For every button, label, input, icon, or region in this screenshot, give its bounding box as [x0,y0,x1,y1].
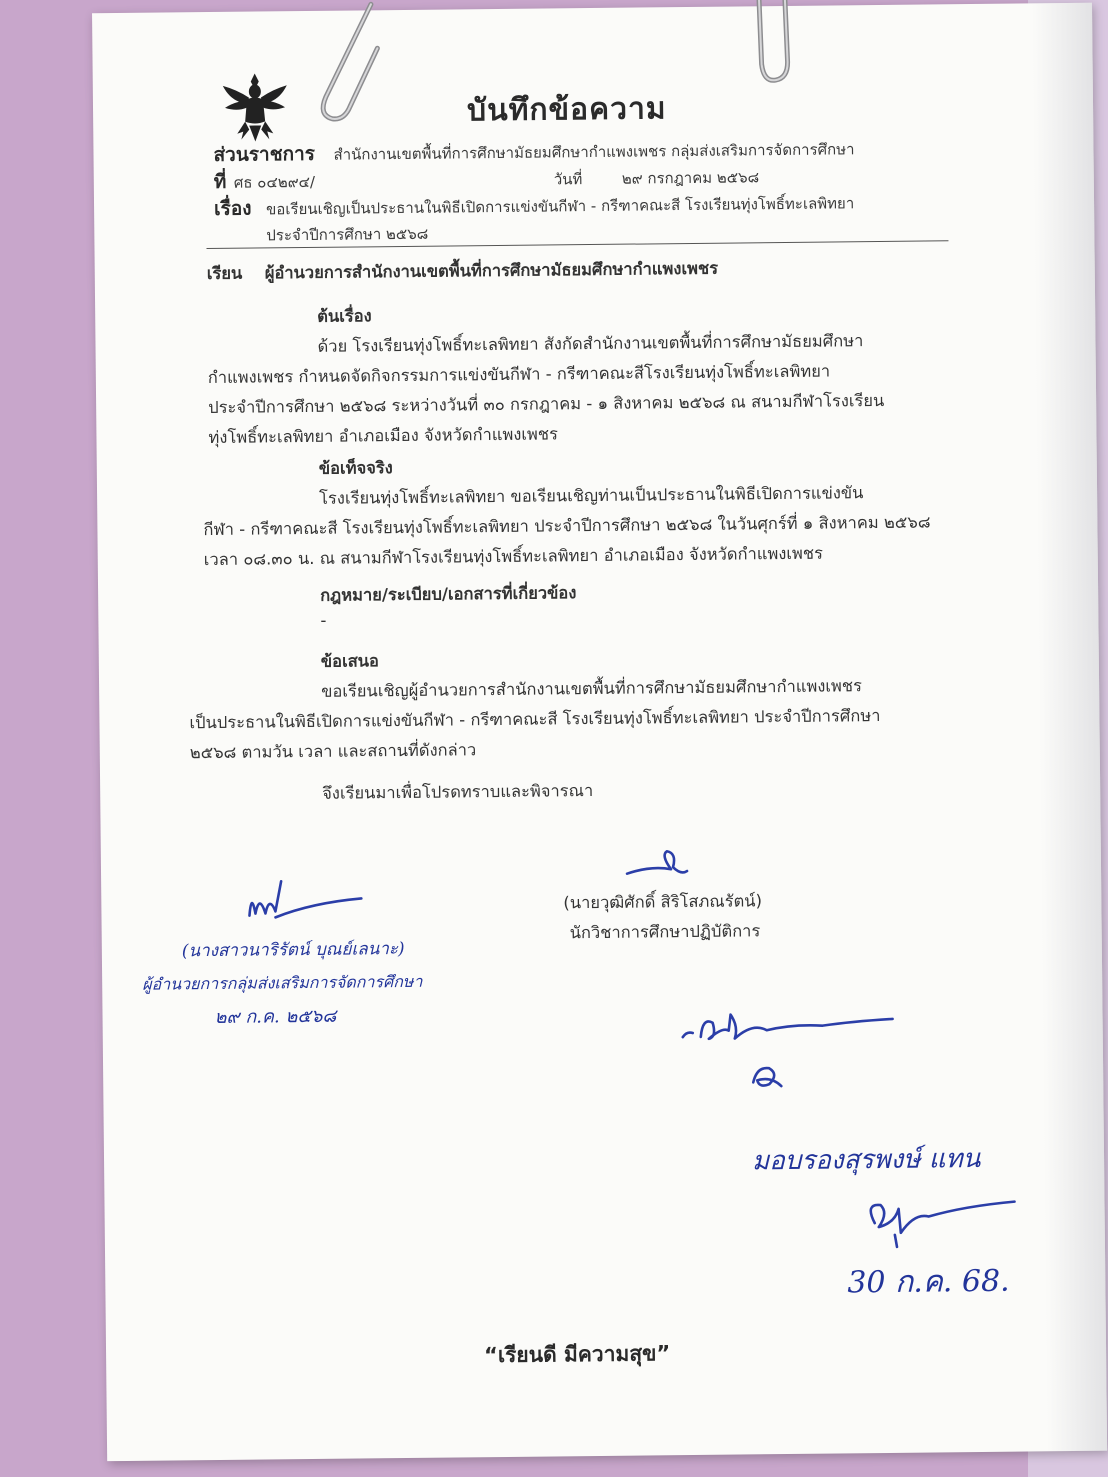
officer-signature-icon [621,845,691,886]
director-signature-icon [854,1181,1035,1253]
agency-label: ส่วนราชการ [213,142,316,166]
group-head-date: ๒๙ ก.ค. ๒๕๖๘ [214,1005,337,1029]
director-handwriting-icon [672,995,913,1108]
paper-clip-left [307,0,388,127]
to-label: เรียน [206,263,243,284]
background-heading: ต้นเรื่อง [317,306,372,326]
group-head-signature-icon [241,872,382,943]
proposal-line-3: ๒๕๖๘ ตามวัน เวลา และสถานที่ดังกล่าว [189,740,477,763]
subject-line-2: ประจำปีการศึกษา ๒๕๖๘ [266,224,429,245]
date-value: ๒๙ กรกฎาคม ๒๕๖๘ [621,168,760,188]
facts-heading: ข้อเท็จจริง [318,458,393,478]
to-value: ผู้อำนวยการสำนักงานเขตพื้นที่การศึกษามัธยมศึกษากำแพงเพชร [264,258,719,283]
paper-clip-right [747,0,808,92]
memo-paper [92,3,1107,1461]
proposal-heading: ข้อเสนอ [320,651,380,671]
garuda-emblem-icon [217,67,294,146]
facts-line-3: เวลา ๐๘.๓๐ น. ณ สนามกีฬาโรงเรียนทุ่งโพธิ์ทะเลพิทยา อำเภอเมือง จังหวัดกำแพงเพชร [203,543,824,570]
background-line-2: กำแพงเพชร กำหนดจัดกิจกรรมการแข่งขันกีฬา - กรีฑาคณะสีโรงเรียนทุ่งโพธิ์ทะเลพิทยา [207,361,831,388]
background-line-4: ทุ่งโพธิ์ทะเลพิทยา อำเภอเมือง จังหวัดกำแพงเพชร [208,424,559,448]
law-heading: กฎหมาย/ระเบียบ/เอกสารที่เกี่ยวข้อง [320,583,577,605]
group-head-name: (นางสาวนาริรัตน์ บุณย์เลนาะ) [181,939,405,962]
subject-label: เรื่อง [213,197,252,220]
proposal-line-1: ขอเรียนเชิญผู้อำนวยการสำนักงานเขตพื้นที่การศึกษามัธยมศึกษากำแพงเพชร [321,676,863,701]
agency-value: สำนักงานเขตพื้นที่การศึกษามัธยมศึกษากำแพงเพชร กลุ่มส่งเสริมการจัดการศึกษา [333,140,855,164]
background-line-1: ด้วย โรงเรียนทุ่งโพธิ์ทะเลพิทยา สังกัดสำนักงานเขตพื้นที่การศึกษามัธยมศึกษา [317,331,864,356]
facts-line-1: โรงเรียนทุ่งโพธิ์ทะเลพิทยา ขอเรียนเชิญท่านเป็นประธานในพิธีเปิดการแข่งขัน [319,483,864,508]
officer-position: นักวิชาการศึกษาปฏิบัติการ [569,921,761,943]
director-note: มอบรองสุรพงษ์ แทน [751,1143,981,1177]
subject-line-1: ขอเรียนเชิญเป็นประธานในพิธีเปิดการแข่งขันกีฬา - กรีฑาคณะสี โรงเรียนทุ่งโพธิ์ทะเลพิทยา [265,194,855,219]
memo-title: บันทึกข้อความ [466,91,667,129]
closing-text: จึงเรียนมาเพื่อโปรดทราบและพิจารณา [322,781,594,803]
ref-value: ศธ ๐๔๒๙๔/ [233,172,316,192]
date-label: วันที่ [553,170,583,189]
background-line-3: ประจำปีการศึกษา ๒๕๖๘ ระหว่างวันที่ ๓๐ กรกฎาคม - ๑ สิงหาคม ๒๕๖๘ ณ สนามกีฬาโรงเรียน [208,390,885,418]
law-value: - [320,610,327,630]
director-date: 30 ก.ค. 68. [847,1263,1010,1301]
group-head-position: ผู้อำนวยการกลุ่มส่งเสริมการจัดการศึกษา [142,971,423,994]
footer-motto: “เรียนดี มีความสุข” [483,1341,671,1368]
officer-name: (นายวุฒิศักดิ์ สิริโสภณรัตน์) [563,891,763,913]
ref-label: ที่ [213,170,227,193]
proposal-line-2: เป็นประธานในพิธีเปิดการแข่งขันกีฬา - กรีฑาคณะสี โรงเรียนทุ่งโพธิ์ทะเลพิทยา ประจำปีการศึกษา [189,706,881,733]
facts-line-2: กีฬา - กรีฑาคณะสี โรงเรียนทุ่งโพธิ์ทะเลพิทยา ประจำปีการศึกษา ๒๕๖๘ ในวันศุกร์ที่ ๑ สิงหาคม ๒๕๖๘ [203,512,931,540]
